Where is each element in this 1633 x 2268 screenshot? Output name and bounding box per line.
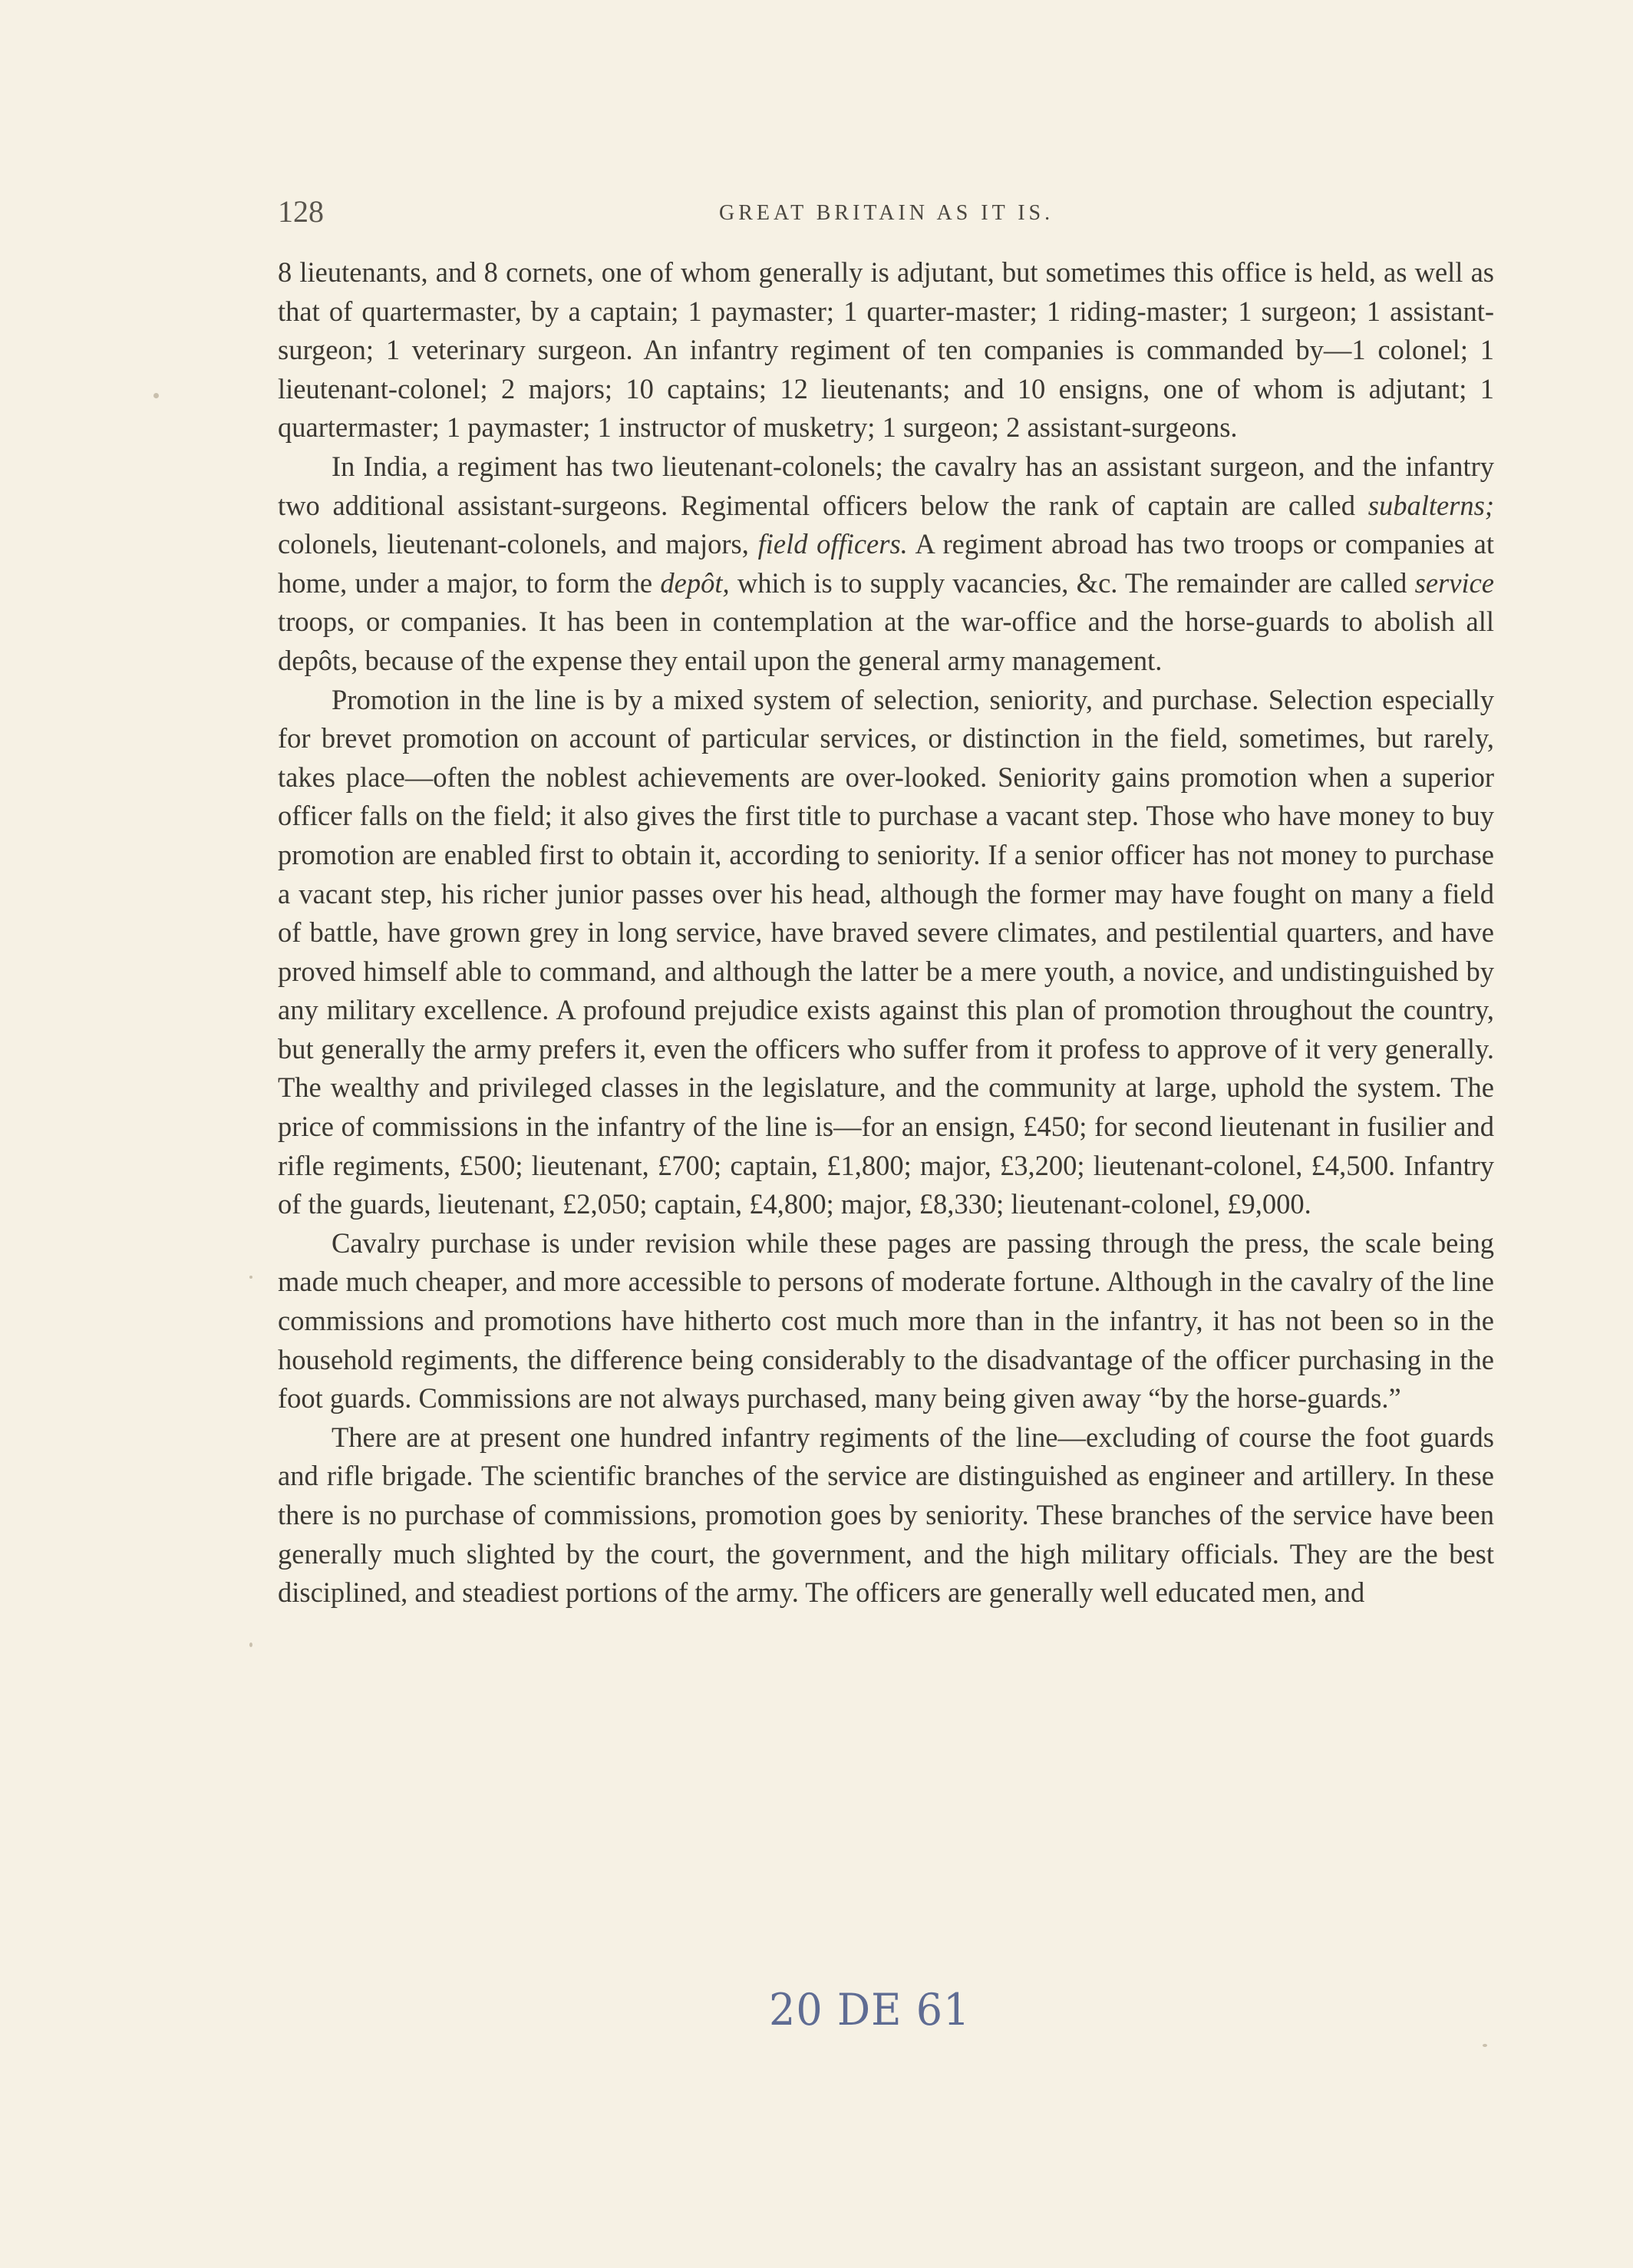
text-run: A regiment abroad has two troops or companies at home, under a major, to form the	[278, 528, 1494, 599]
body-text	[278, 253, 1494, 1613]
text-run: 8 lieutenants, and 8 cornets, one of whom generally is adjutant, but sometimes this office is held, as well as that of quartermaster, by a captain; 1 paymaster; 1 quarter-master; 1 riding-master; 1 surgeon; 1 assistant-surgeon; 1 veterinary surgeon. An infantry regiment of ten companies is commanded by—1 colonel; 1 lieutenant-colonel; 2 majors; 10 captains; 12 lieutenants; and 10 ensigns, one of whom is adjutant; 1 quartermaster; 1 paymaster; 1 instructor of musketry; 1 surgeon; 2 assistant-surgeons.	[278, 256, 1494, 444]
paper-speck	[249, 1642, 252, 1647]
paragraph	[278, 681, 1494, 1224]
text-run: In India, a regiment has two lieutenant-colonels; the cavalry has an assistant surgeon, and the infantry two additional assistant-surgeons. Regimental officers below the rank of captain are called	[278, 450, 1494, 521]
italic-term: field officers.	[757, 528, 908, 560]
paragraph	[278, 253, 1494, 447]
text-run: troops, or companies. It has been in contemplation at the war-office and the horse-guards to abolish all depôts, because of the expense they entail upon the general army management.	[278, 606, 1494, 676]
date-stamp: 20 DE 61	[769, 1984, 971, 2035]
text-run: colonels, lieutenant-colonels, and majors,	[278, 528, 758, 560]
paragraph	[278, 1418, 1494, 1613]
paragraph	[278, 447, 1494, 681]
text-run: There are at present one hundred infantry regiments of the line—excluding of course the foot guards and rifle brigade. The scientific branches of the service are distinguished as engineer and artillery. In these there is no purchase of commissions, promotion goes by seniority. These branches of the service have been generally much slighted by the court, the government, and the high military officials. They are the best disciplined, and steadiest portions of the army. The officers are generally well educated men, and	[278, 1421, 1494, 1609]
text-run: Promotion in the line is by a mixed system of selection, seniority, and purchase. Selection especially for brevet promotion on account of particular services, or distinction in the field, sometimes, but rarely, takes place—often the noblest achievements are over-looked. Seniority gains promotion when a superior officer falls on the field; it also gives the first title to purchase a vacant step. Those who have money to buy promotion are enabled first to obtain it, according to seniority. If a senior officer has not money to purchase a vacant step, his richer junior passes over his head, although the former may have fought on many a field of battle, have grown grey in long service, have braved severe climates, and pestilential quarters, and have proved himself able to command, and although the latter be a mere youth, a novice, and undistinguished by any military excellence. A profound prejudice exists against this plan of promotion throughout the country, but generally the army prefers it, even the officers who suffer from it profess to approve of it very generally. The wealthy and privileged classes in the legislature, and the community at large, uphold the system. The price of commissions in the infantry of the line is—for an ensign, £450; for second lieutenant in fusilier and rifle regiments, £500; lieutenant, £700; captain, £1,800; major, £3,200; lieutenant-colonel, £4,500. Infantry of the guards, lieutenant, £2,050; captain, £4,800; major, £8,330; lieutenant-colonel, £9,000.	[278, 683, 1494, 1220]
running-head	[278, 190, 1494, 236]
paper-speck	[1483, 2044, 1487, 2047]
paper-speck	[249, 1276, 252, 1279]
running-title: GREAT BRITAIN AS IT IS.	[719, 201, 1054, 225]
text-run: Cavalry purchase is under revision while these pages are passing through the press, the scale being made much cheaper, and more accessible to persons of moderate fortune. Although in the cavalry of the line commissions and promotions have hitherto cost much more than in the infantry, it has not been so in the household regiments, the difference being considerably to the disadvantage of the officer purchasing in the foot guards. Commissions are not always purchased, many being given away “by the horse-guards.”	[278, 1226, 1494, 1415]
paper-speck	[153, 393, 159, 398]
paragraph	[278, 1224, 1494, 1418]
italic-term: depôt,	[660, 566, 730, 599]
text-run: which is to supply vacancies, &c. The remainder are called	[729, 566, 1415, 599]
page-number: 128	[278, 194, 324, 229]
italic-term: service	[1414, 566, 1494, 599]
italic-term: subalterns;	[1367, 489, 1494, 521]
